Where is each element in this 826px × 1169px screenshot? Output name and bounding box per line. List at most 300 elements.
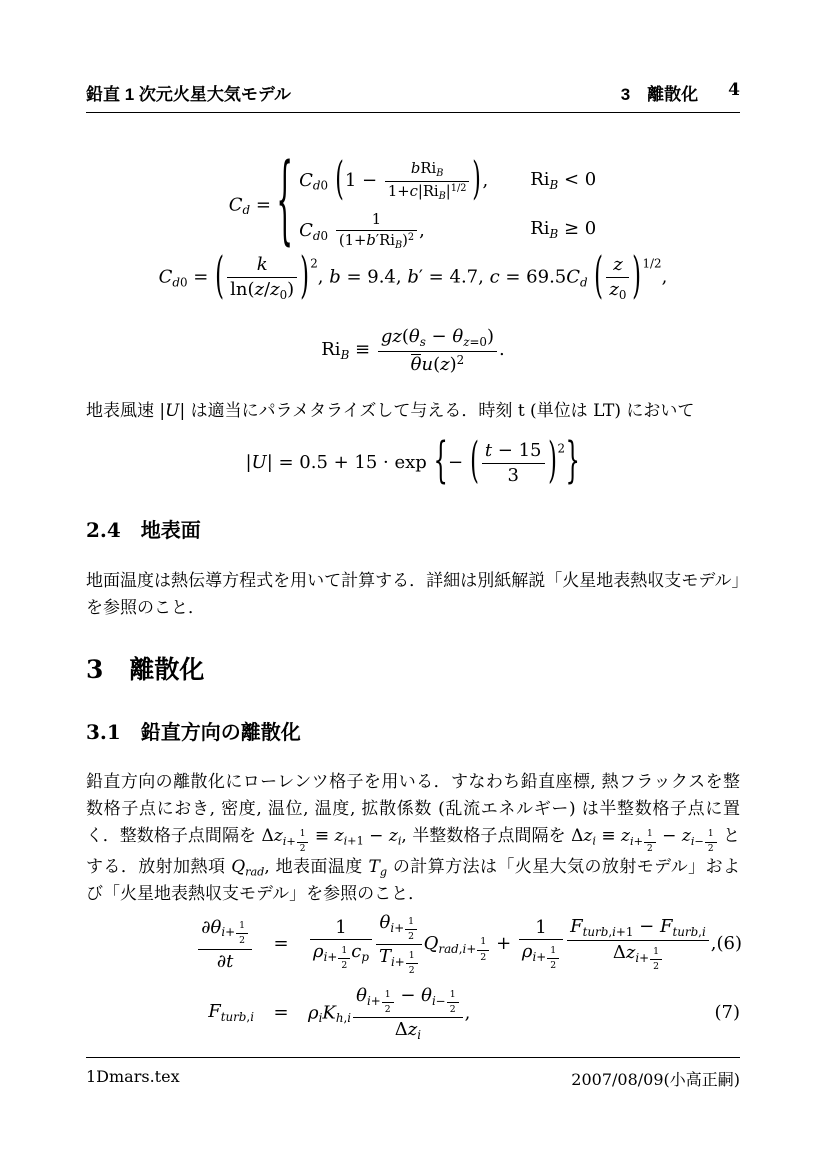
equation-bulk-richardson-number	[86, 326, 740, 374]
math-text: +	[394, 920, 405, 935]
math-delimited-group	[335, 153, 482, 206]
math-superscript	[643, 256, 662, 270]
math-close-delimiter: }	[565, 432, 581, 490]
math-text: 2	[341, 960, 348, 972]
math-subscript	[344, 835, 364, 848]
heading-3-title: 離散化	[129, 656, 205, 684]
math-subscript	[690, 828, 718, 854]
math-text: Δ	[261, 826, 274, 846]
math-text: ,	[661, 266, 668, 288]
heading-section-3-1	[86, 716, 301, 745]
math-denominator	[482, 463, 545, 486]
math-text: 0	[618, 287, 627, 302]
math-variable: h	[335, 1011, 344, 1026]
math-variable: d	[312, 178, 321, 193]
math-text: 2	[299, 843, 306, 854]
paragraph-vertical-discretization: 鉛直方向の離散化にローレンツ格子を用いる．すなわち鉛直座標, 熱フラックスを整数格子点におき, 密度, 温位, 温度, 拡散係数 (乱流エネルギー) は半整数格子点に置く．整数格子点間隔を $\Delta z_{i+ \frac{1}{2}}$ ≡ $z_{i+1} - z_i$, 半整数格子点間隔を $\Delta z_i \equiv z_{i+ \frac{1}{2}}$ − $z_{i- \frac{1}{2}}$ とする．放射加熱項 $Q_{rad}$, 地表面温度 $T_g$ の計算方法は「火星大気の放射モデル」および「火星地表熱収支モデル」を参照のこと．	[86, 772, 741, 905]
math-subscript	[439, 191, 446, 202]
math-subscript	[532, 945, 560, 972]
math-numerator	[353, 985, 463, 1017]
math-variable: θ	[452, 326, 464, 347]
math-subscript	[431, 988, 460, 1015]
math-fraction	[405, 916, 417, 942]
math-text	[328, 220, 334, 241]
math-text: 1	[341, 945, 348, 956]
math-subscript	[172, 276, 187, 290]
inline-math	[368, 857, 388, 880]
math-numerator	[376, 912, 422, 944]
math-denominator	[338, 958, 350, 971]
math-text: 1/2	[450, 182, 467, 194]
math-text: ′Ri	[375, 231, 395, 249]
math-text: ,	[464, 1002, 471, 1024]
math-fraction	[447, 989, 459, 1015]
math-cases-grid	[299, 153, 597, 252]
math-text: 1	[653, 945, 660, 957]
math-text: )	[402, 231, 408, 249]
equation-lhs	[86, 917, 254, 972]
math-variable: turb	[220, 1009, 247, 1024]
math-text: +	[327, 950, 338, 965]
math-case-condition	[530, 220, 596, 241]
math-text: 1	[707, 828, 714, 839]
math-variable: θ	[421, 984, 432, 1006]
math-subscript	[436, 168, 443, 179]
math-text: = 69.5	[499, 266, 567, 288]
math-subscript	[417, 1028, 421, 1042]
math-text: =0	[469, 334, 487, 349]
math-text: 2	[310, 256, 318, 271]
math-variable: d	[172, 275, 181, 290]
math-text: +	[536, 950, 547, 965]
math-denominator	[336, 230, 417, 251]
equation-rhs	[308, 912, 717, 976]
equation-drag-coefficient	[86, 146, 740, 259]
math-variable: i	[690, 834, 695, 848]
math-denominator	[378, 351, 497, 375]
math-numerator	[705, 829, 717, 842]
inline-math	[159, 401, 185, 421]
math-subscript	[282, 828, 310, 854]
math-subscript	[463, 335, 487, 349]
equation-row	[86, 912, 740, 976]
math-subscript	[280, 288, 288, 302]
math-text: 1	[408, 915, 415, 927]
math-variable: z	[609, 278, 619, 300]
equation-number: (6)	[716, 932, 742, 954]
math-superscript	[457, 353, 465, 367]
math-text: Ri	[420, 160, 437, 177]
math-variable: B	[549, 227, 559, 242]
math-variable: g	[379, 866, 388, 880]
math-text: Ri	[530, 168, 550, 190]
math-text: .	[499, 339, 505, 361]
math-text: ∂	[201, 916, 211, 938]
equation-wind-speed	[86, 432, 740, 490]
math-fraction	[406, 950, 418, 976]
math-open-delimiter: {	[433, 432, 448, 490]
math-variable: C	[299, 169, 313, 191]
math-variable: z	[270, 278, 280, 300]
math-subscript	[323, 945, 352, 972]
math-fraction	[519, 917, 563, 972]
math-variable: U	[251, 451, 267, 473]
math-text: 1	[239, 920, 245, 932]
equation-rhs	[308, 985, 470, 1042]
math-variable: T	[368, 857, 380, 878]
math-variable: z	[621, 826, 631, 846]
math-text: 0	[320, 178, 329, 193]
math-text: 1	[299, 828, 306, 839]
math-variable: C	[228, 194, 243, 216]
math-text: 2	[647, 843, 653, 854]
math-fraction	[310, 917, 372, 972]
heading-2-4-title: 地表面	[140, 520, 201, 542]
math-numerator	[477, 936, 489, 949]
math-text: − 15	[492, 440, 542, 461]
math-text: ,	[419, 219, 425, 241]
math-text: 2	[653, 961, 660, 973]
math-variable: θ	[408, 326, 420, 347]
math-variable: C	[158, 266, 173, 288]
math-variable: θ	[356, 984, 367, 1006]
math-text: 1	[535, 916, 547, 938]
math-subscript	[390, 915, 418, 942]
math-text: 2	[550, 960, 557, 972]
math-denominator	[353, 1017, 463, 1042]
math-close-delimiter: )	[300, 247, 310, 306]
math-variable: i	[635, 951, 640, 966]
math-case-expression	[299, 211, 488, 251]
header-page-number: 4	[728, 80, 740, 100]
math-text: −	[363, 826, 389, 846]
math-text: )	[486, 326, 495, 347]
math-text: −	[448, 451, 469, 473]
math-variable: g	[380, 326, 393, 347]
math-open-delimiter: (	[469, 432, 479, 490]
math-text: 2	[707, 843, 714, 854]
math-variable: z	[681, 826, 691, 846]
math-variable: z	[388, 826, 398, 846]
math-variable: d	[312, 228, 321, 243]
math-open-brace: {	[276, 146, 293, 259]
math-variable: i	[630, 834, 634, 848]
math-fraction	[378, 326, 497, 374]
math-numerator	[336, 211, 417, 230]
equation-relation: =	[273, 1002, 289, 1024]
math-text: 1	[550, 945, 557, 956]
math-close-delimiter: )	[632, 247, 642, 306]
math-variable: z	[463, 334, 470, 349]
math-text: (	[433, 353, 441, 375]
inline-math	[261, 826, 407, 854]
math-numerator	[378, 326, 497, 351]
math-text: /	[264, 278, 271, 300]
math-delimited-group	[594, 247, 642, 306]
math-variable: U	[165, 401, 180, 421]
math-text: +	[286, 834, 296, 848]
math-variable: z	[273, 826, 283, 846]
math-denominator	[382, 1002, 394, 1015]
math-fraction	[477, 936, 489, 963]
math-subscript	[380, 866, 387, 879]
math-text: ,	[246, 1009, 251, 1024]
math-fraction	[567, 916, 709, 973]
math-variable: i	[592, 834, 596, 848]
math-variable: d	[242, 203, 251, 218]
math-fraction	[353, 985, 463, 1042]
math-denominator	[606, 277, 629, 302]
math-variable: θ	[379, 912, 391, 933]
heading-section-2-4	[86, 514, 201, 543]
math-text: ′ = 4.7,	[418, 266, 490, 288]
page-header	[86, 80, 740, 113]
math-text: −	[694, 834, 704, 848]
equation-relation: =	[273, 932, 289, 954]
math-text: 1	[408, 949, 415, 961]
math-denominator	[567, 940, 709, 972]
math-variable: i	[532, 950, 537, 965]
math-variable: z	[392, 326, 402, 347]
math-variable: θ	[210, 916, 222, 938]
footer-date-author: 2007/08/09(小高正嗣)	[571, 1070, 740, 1089]
math-text: 1+	[387, 182, 410, 200]
math-variable: c	[409, 182, 418, 200]
math-close-delimiter: )	[547, 432, 557, 490]
math-subscript	[221, 920, 249, 947]
math-variable: K	[322, 1002, 336, 1024]
math-fraction	[644, 829, 656, 855]
math-text: −	[656, 826, 682, 846]
math-denominator	[519, 939, 563, 971]
heading-3-1-number: 3.1	[86, 720, 121, 744]
math-variable: C	[566, 266, 581, 288]
math-fraction	[376, 912, 422, 976]
equation-row	[86, 985, 740, 1042]
math-text: =	[250, 194, 277, 216]
math-numerator	[567, 916, 709, 941]
math-text: +	[639, 951, 650, 966]
math-delimited-content	[447, 432, 566, 490]
math-subscript	[221, 1010, 254, 1024]
math-numerator	[310, 917, 372, 940]
math-fraction	[482, 440, 545, 486]
math-subscript	[580, 276, 588, 290]
math-close-delimiter: )	[472, 153, 482, 206]
math-text	[328, 170, 334, 191]
math-variable: i	[343, 834, 348, 848]
math-text: 2	[384, 1003, 391, 1015]
math-text: 2	[557, 441, 566, 456]
math-variable: i	[323, 950, 328, 965]
math-text: ≡	[309, 826, 335, 846]
math-variable: z	[334, 826, 344, 846]
math-text: |	[159, 401, 166, 421]
math-variable: b	[407, 266, 419, 288]
math-superscript	[408, 232, 414, 243]
math-variable: i	[318, 1011, 323, 1026]
math-variable: F	[208, 1000, 221, 1022]
math-text: Ri	[530, 218, 550, 240]
math-numerator	[338, 945, 350, 958]
math-variable: u	[421, 353, 434, 375]
math-text: ,	[401, 826, 407, 846]
math-variable: rad	[438, 941, 459, 956]
math-variable: b	[410, 160, 421, 177]
math-text: +	[225, 925, 236, 940]
math-text: < 0	[558, 168, 597, 190]
math-variable: i	[612, 924, 616, 939]
math-variable: d	[580, 275, 588, 290]
math-text: ,	[698, 924, 702, 939]
math-text: 2	[408, 964, 415, 976]
math-fraction	[336, 211, 417, 251]
math-text: −	[394, 984, 422, 1006]
math-text: ,	[264, 857, 270, 878]
math-fraction	[198, 917, 252, 972]
math-text: ≡	[349, 339, 376, 361]
math-fraction	[338, 945, 350, 971]
math-delimited-group	[433, 432, 581, 490]
math-denominator	[310, 939, 372, 971]
math-numerator	[297, 829, 309, 842]
math-text: ,	[608, 924, 613, 939]
header-document-title: 鉛直 1 次元火星大気モデル	[86, 85, 292, 104]
math-cases-group	[276, 146, 597, 259]
math-text: 1	[371, 210, 382, 228]
math-subscript	[630, 828, 657, 854]
inline-math	[231, 857, 270, 880]
math-text: 0	[279, 287, 288, 302]
math-text: |Ri	[417, 182, 439, 200]
math-variable: i	[221, 925, 226, 940]
math-variable: c	[489, 266, 500, 288]
math-variable: z	[440, 353, 450, 375]
math-fraction	[705, 829, 717, 855]
math-denominator	[297, 842, 309, 855]
math-subscript	[245, 866, 264, 879]
math-fraction	[650, 946, 662, 972]
equation-cd0-constants	[86, 247, 740, 306]
math-variable: i	[366, 993, 371, 1008]
math-variable: B	[436, 168, 444, 180]
math-text: 1/2	[642, 256, 662, 271]
math-fraction	[227, 254, 297, 301]
math-variable: i	[701, 924, 706, 939]
math-variable: T	[378, 945, 391, 967]
math-text: +	[394, 954, 405, 969]
math-fraction	[606, 254, 629, 301]
math-text: |	[445, 182, 451, 200]
math-variable: i	[417, 1027, 422, 1042]
math-variable: b	[366, 231, 376, 249]
math-subscript	[336, 1011, 351, 1025]
math-text: +1	[347, 834, 364, 848]
math-variable: z	[613, 254, 623, 275]
math-numerator	[227, 254, 297, 277]
math-variable: ρ	[521, 941, 533, 963]
math-fraction	[547, 945, 559, 971]
math-text: Δ	[612, 942, 626, 964]
math-variable: z	[407, 1018, 418, 1040]
math-text: 2	[480, 951, 487, 963]
math-denominator	[705, 842, 717, 855]
math-text: |	[245, 451, 252, 473]
math-delimited-group	[469, 432, 557, 490]
math-text: 1	[647, 828, 653, 839]
math-open-delimiter: (	[215, 247, 225, 306]
math-text: (	[401, 326, 409, 347]
header-right-group	[621, 80, 740, 105]
math-text: 0	[320, 228, 329, 243]
math-text: ,	[482, 169, 489, 191]
math-denominator	[405, 929, 417, 942]
math-text: ≡	[595, 826, 622, 846]
math-text: −	[633, 915, 660, 937]
math-text: | = 0.5 + 15 · exp	[266, 451, 433, 473]
math-subscript	[550, 177, 559, 191]
math-subscript	[243, 203, 251, 217]
math-numerator	[406, 950, 418, 963]
math-numerator	[385, 160, 470, 181]
math-denominator	[447, 1002, 459, 1015]
math-delimited-content	[344, 160, 473, 202]
math-variable: i	[250, 1009, 254, 1024]
math-subscript	[366, 988, 395, 1015]
heading-section-3	[86, 650, 204, 686]
math-variable: i	[390, 920, 395, 935]
math-superscript	[310, 256, 318, 270]
math-numerator	[198, 917, 252, 949]
heading-2-4-number: 2.4	[86, 518, 121, 542]
math-variable: p	[361, 950, 369, 965]
math-variable: z	[583, 826, 593, 846]
math-text: +1	[615, 924, 634, 939]
math-text: +	[370, 993, 381, 1008]
math-text: (1+	[338, 231, 367, 249]
equation-lhs	[86, 1000, 254, 1024]
math-variable: B	[549, 177, 559, 192]
math-text: 1 −	[344, 169, 383, 191]
math-variable: c	[351, 941, 362, 963]
math-variable: Q	[231, 857, 246, 878]
math-delimited-content	[603, 254, 632, 301]
math-variable: Q	[423, 932, 439, 954]
math-variable: s	[419, 334, 426, 349]
math-variable: B	[438, 190, 446, 202]
math-variable: θ	[410, 353, 422, 375]
math-numerator	[547, 945, 559, 958]
math-variable: i	[431, 993, 436, 1008]
math-subscript	[313, 179, 328, 193]
math-delimited-group	[215, 247, 310, 306]
math-text: 1	[384, 988, 391, 1000]
math-text: 2	[408, 930, 415, 942]
math-denominator	[644, 842, 656, 855]
math-numerator	[519, 917, 563, 940]
math-numerator	[382, 989, 394, 1002]
math-variable: turb	[582, 924, 609, 939]
math-text: = 9.4,	[340, 266, 408, 288]
math-denominator	[406, 963, 418, 976]
math-text: 1	[449, 988, 456, 1000]
math-subscript	[635, 945, 663, 973]
math-text: +	[466, 941, 477, 956]
math-variable: i	[390, 954, 395, 969]
math-text: ,	[343, 1011, 348, 1026]
math-text: ,	[458, 941, 463, 956]
page-footer	[86, 1057, 740, 1090]
